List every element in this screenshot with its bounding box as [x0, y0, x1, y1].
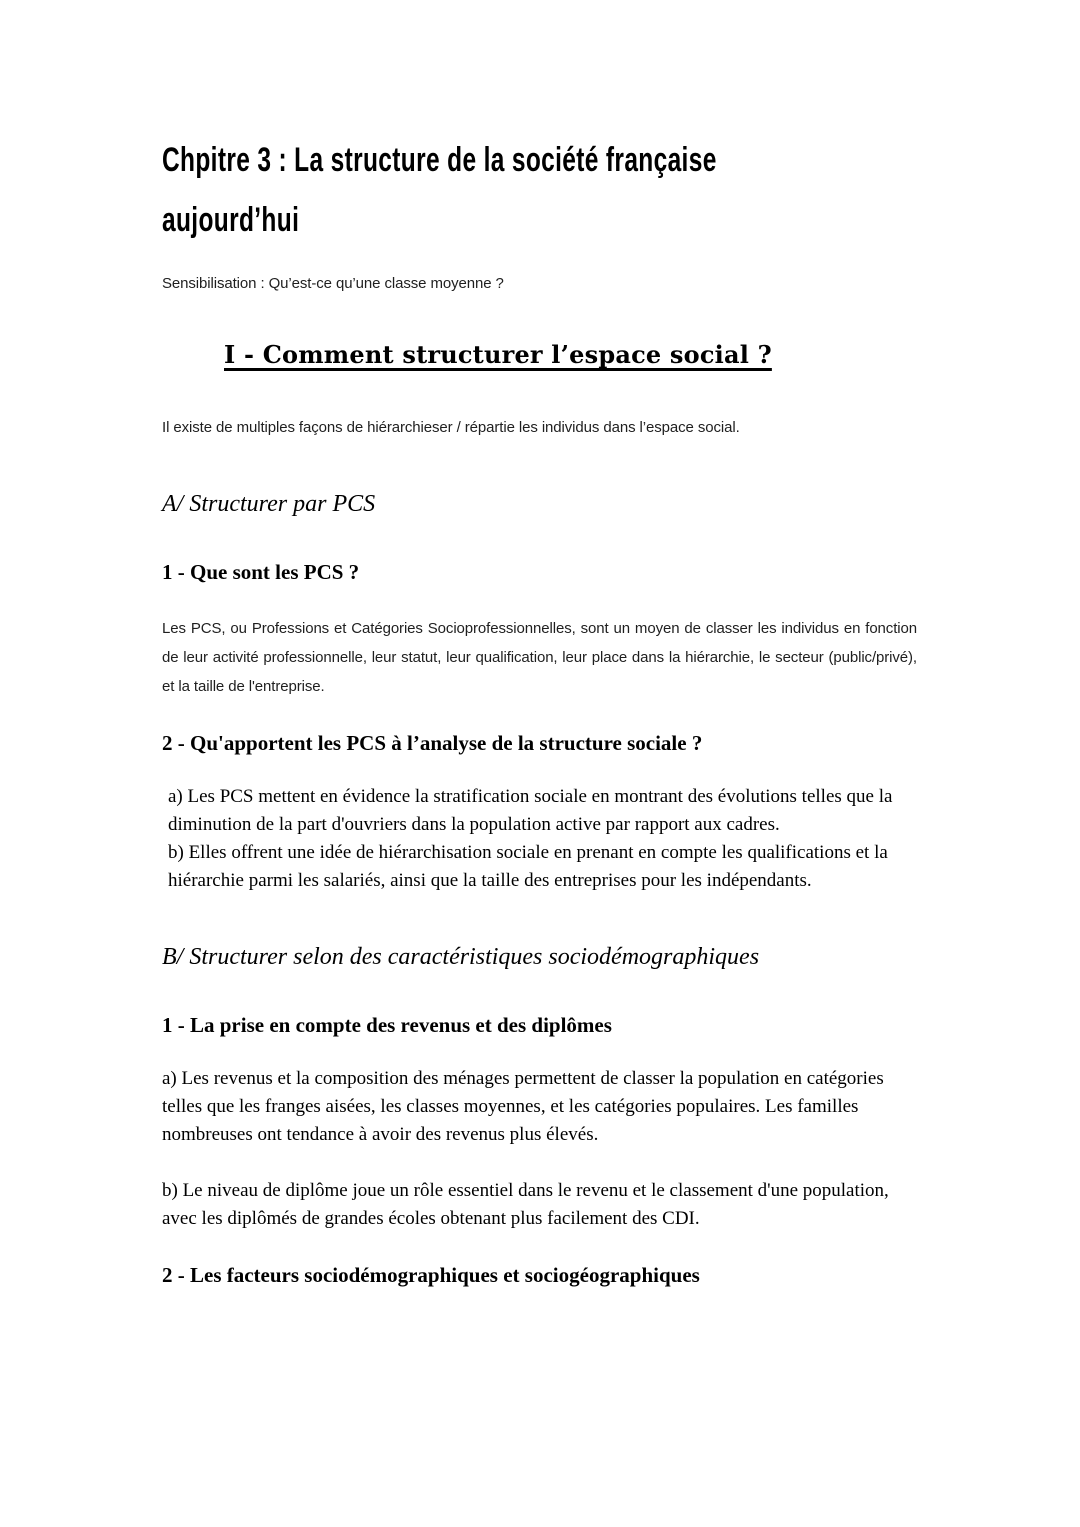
part-b-sub-1-item-b: b) Le niveau de diplôme joue un rôle essentiel dans le revenu et le classement d'une population, avec les diplômés de grandes écoles obtenant plus facilement des CDI. — [162, 1180, 889, 1229]
section-1-heading: I - Comment structurer l’espace social ? — [224, 340, 772, 369]
part-a-sub-2-item-b: b) Elles offrent une idée de hiérarchisation sociale en prenant en compte les qualifications et la hiérarchie parmi les salariés, ainsi que la taille des entreprises pour les indépendants. — [168, 842, 888, 891]
part-a-sub-1-heading: 1 - Que sont les PCS ? — [162, 560, 360, 584]
section-1-intro: Il existe de multiples façons de hiérarchieser / répartie les individus dans l’espace social. — [162, 419, 740, 436]
part-a-sub-2-heading: 2 - Qu'apportent les PCS à l’analyse de la structure sociale ? — [162, 731, 703, 755]
part-b-sub-1-heading: 1 - La prise en compte des revenus et des diplômes — [162, 1013, 612, 1037]
part-a-sub-2-item-a: a) Les PCS mettent en évidence la stratification sociale en montrant des évolutions telles que la diminution de la part d'ouvriers dans la population active par rapport aux cadres. — [168, 786, 893, 835]
part-a-sub-2-body — [162, 783, 917, 895]
part-b-sub-2-heading: 2 - Les facteurs sociodémographiques et sociogéographiques — [162, 1263, 700, 1287]
part-a-sub-1-body: Les PCS, ou Professions et Catégories Socioprofessionnelles, sont un moyen de classer les individus en fonction de leur activité professionnelle, leur statut, leur qualification, leur place dans la hiérarchie, le secteur (public/privé), et la taille de l'entreprise. — [162, 620, 917, 695]
chapter-title-line-1: Chpitre 3 : La structure de la société française — [162, 141, 717, 179]
part-b-sub-1-item-a: a) Les revenus et la composition des ménages permettent de classer la population en catégories telles que les franges aisées, les classes moyennes, et les catégories populaires. Les familles nombreuses ont tendance à avoir des revenus plus élevés. — [162, 1068, 884, 1145]
part-b-heading: B/ Structurer selon des caractéristiques sociodémographiques — [162, 944, 760, 970]
chapter-title-line-2: aujourd’hui — [162, 201, 300, 239]
sensibilisation-note: Sensibilisation : Qu’est-ce qu’une classe moyenne ? — [162, 275, 504, 292]
part-a-heading: A/ Structurer par PCS — [162, 491, 376, 517]
chapter-title — [162, 130, 917, 250]
